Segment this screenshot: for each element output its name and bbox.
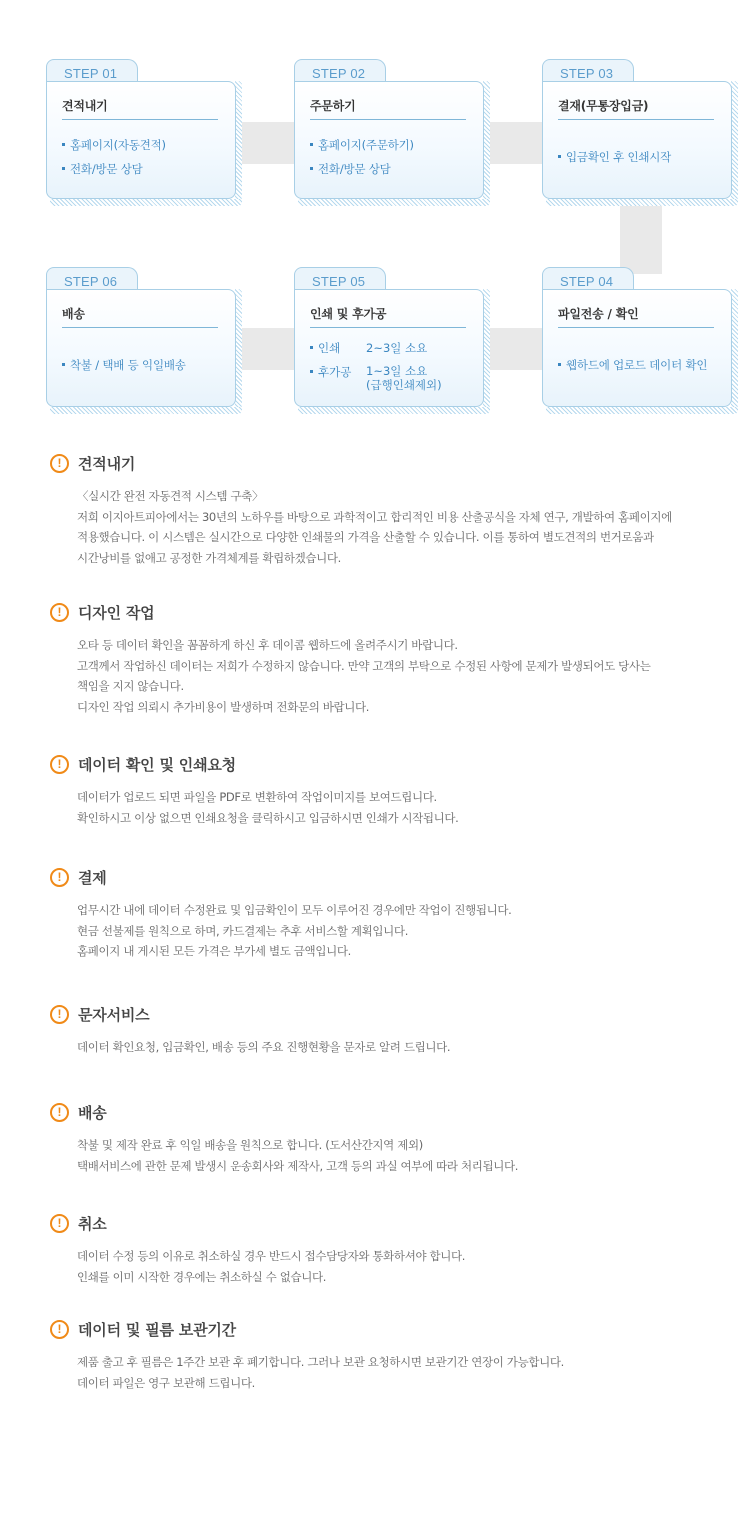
section-body <box>77 1352 740 1393</box>
step-item: 전화/방문 상담 <box>310 157 474 181</box>
exclamation-circle-icon: ! <box>50 868 69 887</box>
exclamation-circle-icon: ! <box>50 1103 69 1122</box>
divider <box>310 327 466 328</box>
step-items <box>310 133 474 181</box>
section-estimate <box>50 452 740 568</box>
section-line: 데이터 수정 등의 이유로 취소하실 경우 반드시 접수담당자와 통화하셔야 합니다. <box>77 1249 466 1263</box>
section-title: 배송 <box>78 1103 107 1122</box>
section-design-work <box>50 601 740 717</box>
section-line: 업무시간 내에 데이터 수정완료 및 입금확인이 모두 이루어진 경우에만 작업이 진행됩니다. <box>77 903 512 917</box>
step-number: STEP 01 <box>64 66 118 81</box>
section-title: 데이터 및 필름 보관기간 <box>78 1320 236 1339</box>
section-line: 적용했습니다. 이 시스템은 실시간으로 다양한 인쇄물의 가격을 산출할 수 있습니다. 이를 통하여 별도견적의 번거로움과 <box>77 530 654 545</box>
section-body <box>77 1246 740 1287</box>
schedule-value: 2~3일 소요 <box>366 341 428 355</box>
step-item: 입금확인 후 인쇄시작 <box>558 145 722 169</box>
step-item: 홈페이지(주문하기) <box>310 133 474 157</box>
step-title: 결재(무통장입금) <box>558 99 649 113</box>
step-title: 배송 <box>62 307 85 321</box>
step-item: 홈페이지(자동견적) <box>62 133 226 157</box>
step-title: 견적내기 <box>62 99 108 113</box>
section-body <box>77 635 740 717</box>
divider <box>558 119 714 120</box>
step-card-05 <box>294 267 484 407</box>
section-body <box>77 787 740 828</box>
section-delivery <box>50 1101 740 1176</box>
section-title: 취소 <box>78 1214 107 1233</box>
step-card-01 <box>46 59 236 199</box>
section-line: 택배서비스에 관한 문제 발생시 운송회사와 제작사, 고객 등의 과실 여부에 따라 처리됩니다. <box>77 1158 519 1173</box>
connector-step5-step4 <box>486 328 544 370</box>
connector-step3-step4 <box>620 202 662 274</box>
exclamation-circle-icon: ! <box>50 755 69 774</box>
schedule-label: 후가공 <box>310 364 366 392</box>
section-sms-service <box>50 1003 740 1058</box>
schedule-value-group <box>366 364 442 392</box>
section-line: 홈페이지 내 게시된 모든 가격은 부가세 별도 금액입니다. <box>77 944 351 959</box>
step-number: STEP 06 <box>64 274 118 289</box>
divider <box>62 327 218 328</box>
step-number: STEP 02 <box>312 66 366 81</box>
step-card-02 <box>294 59 484 199</box>
section-line: 오타 등 데이터 확인을 꼼꼼하게 하신 후 데이콤 웹하드에 올려주시기 바랍니다. <box>77 638 458 652</box>
section-line: 확인하시고 이상 없으면 인쇄요청을 클릭하시고 입금하시면 인쇄가 시작됩니다. <box>77 810 459 825</box>
section-line: 고객께서 작업하신 데이터는 저희가 수정하지 않습니다. 만약 고객의 부탁으로 수정된 사항에 문제가 발생되어도 당사는 <box>77 658 651 673</box>
step-item: 웹하드에 업로드 데이터 확인 <box>558 353 722 377</box>
section-line: 디자인 작업 의뢰시 추가비용이 발생하며 전화문의 바랍니다. <box>77 699 370 714</box>
section-line: 착불 및 제작 완료 후 익일 배송을 원칙으로 합니다. (도서산간지역 제외) <box>77 1138 423 1152</box>
section-line: 데이터가 업로드 되면 파일을 PDF로 변환하여 작업이미지를 보여드립니다. <box>77 790 437 804</box>
step-number: STEP 05 <box>312 274 366 289</box>
section-body <box>77 1037 740 1058</box>
exclamation-circle-icon: ! <box>50 603 69 622</box>
section-title: 결제 <box>78 868 107 887</box>
section-body <box>77 900 740 962</box>
step-item: 착불 / 택배 등 익일배송 <box>62 353 226 377</box>
step-items <box>558 145 722 169</box>
connector-step1-step2 <box>238 122 296 164</box>
section-body <box>77 486 740 568</box>
schedule-row-print <box>310 340 442 357</box>
step-items <box>62 133 226 181</box>
section-line: 현금 선불제를 원칙으로 하며, 카드결제는 추후 서비스할 계획입니다. <box>77 923 408 938</box>
step-title: 인쇄 및 후가공 <box>310 307 387 321</box>
step-number: STEP 03 <box>560 66 614 81</box>
section-line: 제품 출고 후 필름은 1주간 보관 후 폐기합니다. 그러나 보관 요청하시면 보관기간 연장이 가능합니다. <box>77 1355 564 1369</box>
schedule-row-finishing <box>310 364 442 392</box>
step-title: 파일전송 / 확인 <box>558 307 639 321</box>
step-schedule <box>310 340 442 396</box>
section-title: 견적내기 <box>78 454 136 473</box>
connector-step2-step3 <box>486 122 544 164</box>
schedule-note: (급행인쇄제외) <box>366 378 442 392</box>
section-body <box>77 1135 740 1176</box>
step-card-06 <box>46 267 236 407</box>
step-title: 주문하기 <box>310 99 356 113</box>
section-line: 저희 이지아트피아에서는 30년의 노하우를 바탕으로 과학적이고 합리적인 비용 산출공식을 자체 연구, 개발하여 홈페이지에 <box>77 509 672 524</box>
step-number: STEP 04 <box>560 274 614 289</box>
section-line: 시간낭비를 없애고 공정한 가격체계를 확립하겠습니다. <box>77 550 341 565</box>
exclamation-circle-icon: ! <box>50 1214 69 1233</box>
connector-step6-step5 <box>238 328 296 370</box>
section-title: 문자서비스 <box>78 1005 150 1024</box>
exclamation-circle-icon: ! <box>50 1005 69 1024</box>
schedule-label: 인쇄 <box>310 340 366 357</box>
section-line: 〈실시간 완전 자동견적 시스템 구축〉 <box>77 489 264 503</box>
section-payment <box>50 866 740 962</box>
step-item: 전화/방문 상담 <box>62 157 226 181</box>
section-retention <box>50 1318 740 1393</box>
order-process-diagram <box>0 0 752 420</box>
exclamation-circle-icon: ! <box>50 1320 69 1339</box>
divider <box>558 327 714 328</box>
section-line: 책임을 지지 않습니다. <box>77 679 184 694</box>
step-items <box>62 353 226 377</box>
divider <box>62 119 218 120</box>
section-line: 데이터 확인요청, 입금확인, 배송 등의 주요 진행현황을 문자로 알려 드립니다. <box>77 1040 451 1054</box>
divider <box>310 119 466 120</box>
step-card-03 <box>542 59 732 199</box>
section-title: 디자인 작업 <box>78 603 155 622</box>
section-line: 인쇄를 이미 시작한 경우에는 취소하실 수 없습니다. <box>77 1269 327 1284</box>
section-line: 데이터 파일은 영구 보관해 드립니다. <box>77 1375 255 1390</box>
step-items <box>558 353 722 377</box>
schedule-value: 1~3일 소요 <box>366 364 428 378</box>
exclamation-circle-icon: ! <box>50 454 69 473</box>
step-card-04 <box>542 267 732 407</box>
section-data-check <box>50 753 740 828</box>
section-title: 데이터 확인 및 인쇄요청 <box>78 755 236 774</box>
section-cancel <box>50 1212 740 1287</box>
